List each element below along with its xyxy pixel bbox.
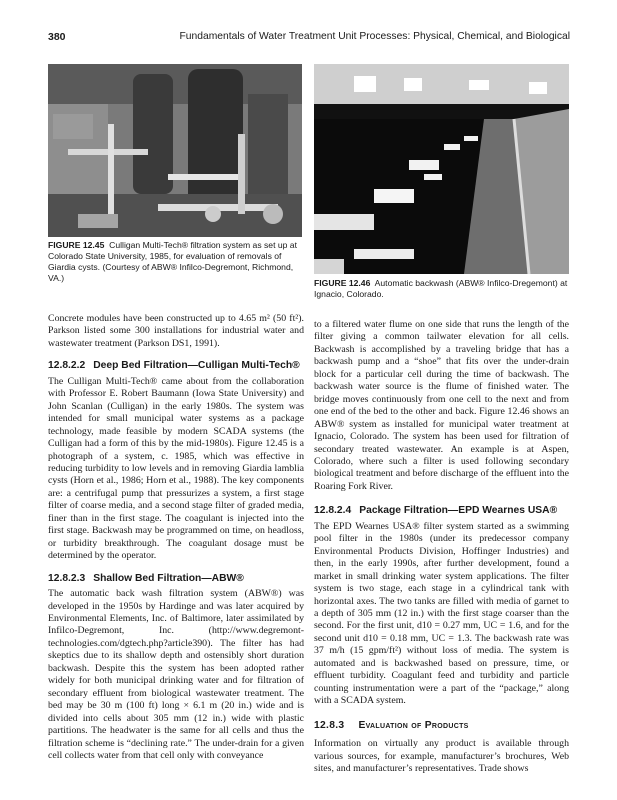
figure-12-46-photo xyxy=(314,64,569,274)
figure-12-45-caption xyxy=(48,240,304,284)
backwash-filter-photo-illustration xyxy=(314,64,569,274)
right-column xyxy=(314,319,569,775)
figure-12-46-text: Automatic backwash (ABW® Infilco-Dregemont) at Ignacio, Colorado. xyxy=(314,278,568,299)
equipment-photo-illustration xyxy=(48,64,302,237)
section-number: 12.8.2.2 xyxy=(48,360,86,372)
running-header xyxy=(48,31,570,47)
section-number: 12.8.2.3 xyxy=(48,572,86,584)
section-12-8-3-heading xyxy=(314,720,569,732)
section-title: Shallow Bed Filtration—ABW® xyxy=(93,572,244,584)
section-title: Package Filtration—EPD Wearnes USA® xyxy=(359,505,558,517)
section-title: Evaluation of Products xyxy=(358,719,469,731)
intro-paragraph: Concrete modules have been constructed up to 4.65 m² (50 ft²). Parkson listed some 300 installations for industrial water and wastewater treatment (Parkson DS1, 1991). xyxy=(48,313,304,349)
figure-12-45-photo xyxy=(48,64,302,237)
section-12-8-2-3-body: The automatic back wash filtration system (ABW®) was developed in the 1950s by Hardinge and was later acquired by Environmental Elements, Inc. of Baltimore, later assimilated by Infilco-Degremont, Inc. (http://www.degremont-technologies.com/dgtech.php?article390). The filter has had skeptics due to its shallow depth and ostensibly short duration backwash. Despite this the system has been adopted rather widely for both municipal drinking water and for filtration of secondary effluent from biological wastewater treatment. The bed may be 30 m (100 ft) long × 6.1 m (20 in.) wide and is divided into cells about 305 mm (12 in.) wide with plastic partitions. The headwater is the same for all cells and thus the filtration scheme is “declining rate.” The under-drain for a given cell collects water from that cell only with conveyance xyxy=(48,588,304,761)
section-number: 12.8.2.4 xyxy=(314,505,352,517)
section-12-8-2-2-heading xyxy=(48,360,304,372)
continued-paragraph: to a filtered water flume on one side that runs the length of the filter giving a common tailwater elevation for all cells. Backwash is accomplished by a traveling bridge that has a backwash pump and a “shoe” that fits over the under-drain block for a particular cell during the time of backwash. The backwash water source is the flume of finished water. The bridge moves continuously from one cell to the next and from one end of the bed to the other and back. Figure 12.46 shows an ABW® system as installed for municipal water treatment at Ignacio, Colorado. The system has been used for filtration of secondary treated wastewater. An example is at Aspen, Colorado, where such a filter is used following secondary biological treatment and before discharge of the effluent into the Roaring Fork River. xyxy=(314,319,569,492)
figure-12-45-label: FIGURE 12.45 xyxy=(48,240,105,250)
section-12-8-3-body: Information on virtually any product is available through various sources, for example, manufacturer’s brochures, Web sites, and manufacturer’s representatives. Trade shows xyxy=(314,738,569,774)
section-12-8-2-2-body: The Culligan Multi-Tech® came about from the collaboration with Professor E. Robert Baumann (Iowa State University) and John Scanlan (Culligan) in the early 1980s. The system was intended for small municipal water systems as a package technology, made feasible by modern SCADA systems (the Culligan had a form of this by the mid-1980s). Figure 12.45 is a photograph of a system, c. 1985, which was effective in reducing turbidity to low levels and in removing Giardia lamblia cysts (Horn et al., 1986; Horn et al., 1988). The key components are: a centrifugal pump that pressurizes a system, a first stage filter of coarse media, and a second stage filter of graded media, finer than in the first stage. The coagulant is injected into the first stage. Backwash may be programmed on time, on headloss, or turbidity breakthrough. The coagulant dosage must be determined by the operator. xyxy=(48,375,304,562)
running-title: Fundamentals of Water Treatment Unit Processes: Physical, Chemical, and Biological xyxy=(179,31,570,42)
section-12-8-2-4-body: The EPD Wearnes USA® filter system started as a swimming pool filter in the 1980s (under its predecessor company Environmental Products Division, Hoffinger Industries) and then, in the early 1990s, after further development, found a market in small drinking water system applications. The filter system is two stage, each stage in a cylindrical tank with horizontal axes. The two tanks are filled with media of garnet to a depth of 305 mm (12 in.) with the first stage coarser than the second. For the first unit, d10 = 0.27 mm, UC = 1.6, and for the second unit d10 = 0.18 mm, UC = 1.3. The backwash rate was 37 m/h (15 gpm/ft²) without loss of media. The system is automated and is backwashed based on pressure, time, or effluent turbidity. Coagulant feed and turbidity and particle counting instrumentation were a part of the “package,” along with a SCADA system. xyxy=(314,520,569,707)
figure-12-46-caption xyxy=(314,278,569,300)
section-title: Deep Bed Filtration—Culligan Multi-Tech® xyxy=(93,360,300,372)
section-12-8-2-4-heading xyxy=(314,505,569,517)
left-column xyxy=(48,313,304,762)
figure-12-45-text: Culligan Multi-Tech® filtration system as set up at Colorado State University, 1985, for evaluation of removals of Giardia cysts. (Courtesy of ABW® Infilco-Degremont, Richmond, VA.) xyxy=(48,240,297,283)
page-number: 380 xyxy=(48,31,66,43)
section-number: 12.8.3 xyxy=(314,719,345,731)
section-12-8-2-3-heading xyxy=(48,573,304,585)
figure-12-46-label: FIGURE 12.46 xyxy=(314,278,371,288)
